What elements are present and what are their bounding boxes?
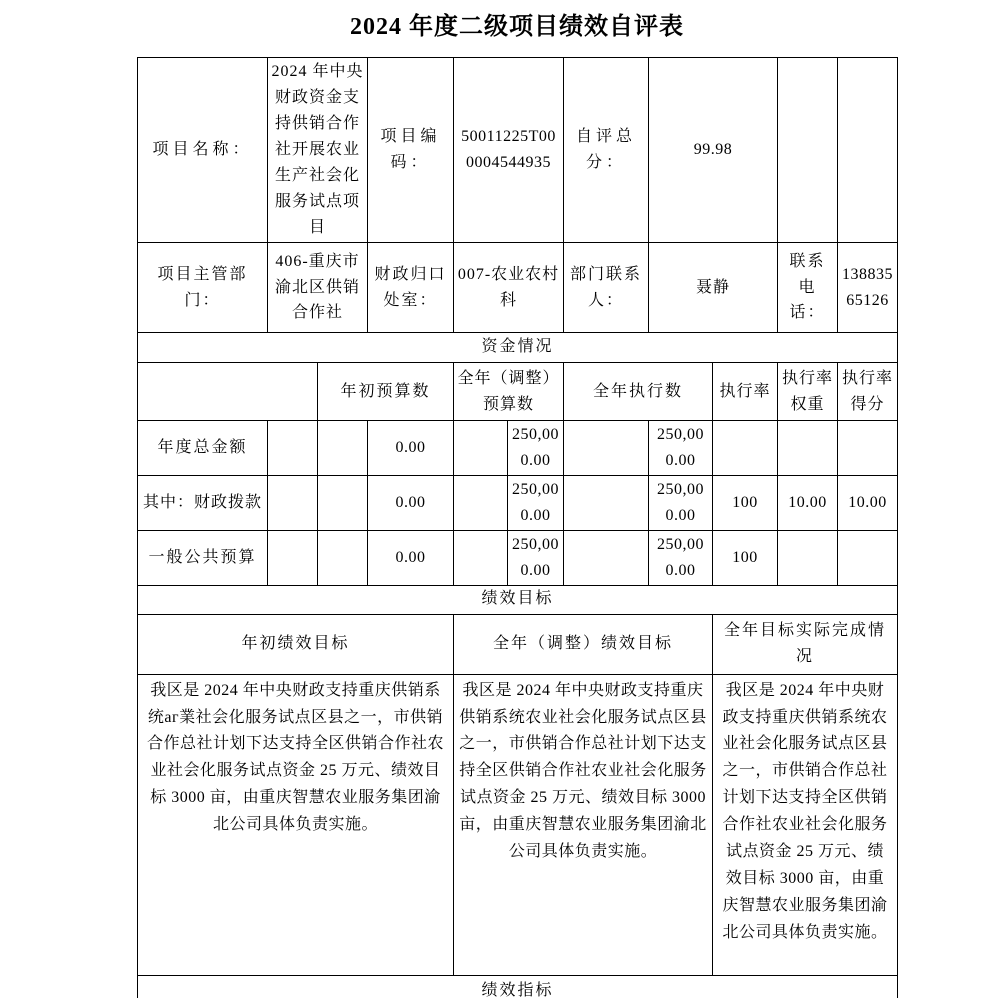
funding-header-adjusted-budget: 全年（调整）预算数 bbox=[454, 363, 564, 421]
rate-score-value: 10.00 bbox=[838, 475, 898, 530]
blank-cell bbox=[454, 475, 508, 530]
blank-cell bbox=[268, 475, 318, 530]
blank-cell bbox=[268, 530, 318, 585]
initial-budget-value: 0.00 bbox=[368, 421, 454, 476]
project-code-value: 50011225T000004544935 bbox=[454, 58, 564, 243]
execution-rate-value bbox=[713, 421, 778, 476]
funding-header-initial-budget: 年初预算数 bbox=[318, 363, 454, 421]
blank-cell bbox=[838, 58, 898, 243]
funding-section-row bbox=[138, 333, 898, 363]
funding-section-title: 资金情况 bbox=[138, 333, 898, 363]
funding-row-public-budget bbox=[138, 530, 898, 585]
funding-header-rate-weight: 执行率权重 bbox=[778, 363, 838, 421]
funding-row-label: 年度总金额 bbox=[138, 421, 268, 476]
project-info-row-1 bbox=[138, 58, 898, 243]
goal-adjusted-text: 我区是 2024 年中央财政支持重庆供销系统农业社会化服务试点区县之一，市供销合作总社计划下达支持全区供销合作社农业社会化服务试点资金 25 万元、绩效目标 3000 亩，由重庆智慧农业服务集团渝北公司具体负责实施。 bbox=[454, 674, 713, 975]
dept-contact-label: 部门联系人： bbox=[564, 243, 649, 333]
funding-row-label: 其中：财政拨款 bbox=[138, 475, 268, 530]
goals-section-row bbox=[138, 585, 898, 614]
finance-office-value: 007-农业农村科 bbox=[454, 243, 564, 333]
page-title: 2024 年度二级项目绩效自评表 bbox=[350, 14, 684, 40]
goals-section-title: 绩效目标 bbox=[138, 585, 898, 614]
funding-header-blank bbox=[138, 363, 318, 421]
rate-weight-value: 10.00 bbox=[778, 475, 838, 530]
blank-cell bbox=[778, 58, 838, 243]
goals-header-initial: 年初绩效目标 bbox=[138, 614, 454, 674]
goals-text-row bbox=[138, 674, 898, 975]
goals-header-adjusted: 全年（调整）绩效目标 bbox=[454, 614, 713, 674]
blank-cell bbox=[454, 421, 508, 476]
adjusted-budget-value: 250,000.00 bbox=[508, 475, 564, 530]
blank-cell bbox=[564, 530, 649, 585]
funding-row-fiscal bbox=[138, 475, 898, 530]
self-score-label: 自评总分： bbox=[564, 58, 649, 243]
goal-actual-text: 我区是 2024 年中央财政支持重庆供销系统农业社会化服务试点区县之一，市供销合作总社计划下达支持全区供销合作社农业社会化服务试点资金 25 万元、绩效目标 3000 亩，由重庆智慧农业服务集团渝北公司具体负责实施。 bbox=[713, 674, 898, 975]
funding-header-executed: 全年执行数 bbox=[564, 363, 713, 421]
funding-header-row bbox=[138, 363, 898, 421]
contact-phone-value: 13883565126 bbox=[838, 243, 898, 333]
goals-header-row bbox=[138, 614, 898, 674]
finance-office-label: 财政归口处室： bbox=[368, 243, 454, 333]
project-name-value: 2024 年中央财政资金支持供销合作社开展农业生产社会化服务试点项目 bbox=[268, 58, 368, 243]
evaluation-table bbox=[137, 57, 898, 998]
rate-score-value bbox=[838, 421, 898, 476]
blank-cell bbox=[564, 475, 649, 530]
funding-header-execution-rate: 执行率 bbox=[713, 363, 778, 421]
blank-cell bbox=[454, 530, 508, 585]
rate-score-value bbox=[838, 530, 898, 585]
blank-cell bbox=[268, 421, 318, 476]
funding-row-label: 一般公共预算 bbox=[138, 530, 268, 585]
executed-value: 250,000.00 bbox=[649, 530, 713, 585]
indicators-section-title: 绩效指标 bbox=[138, 975, 898, 998]
initial-budget-value: 0.00 bbox=[368, 530, 454, 585]
executed-value: 250,000.00 bbox=[649, 475, 713, 530]
rate-weight-value bbox=[778, 530, 838, 585]
self-score-value: 99.98 bbox=[649, 58, 778, 243]
funding-header-rate-score: 执行率得分 bbox=[838, 363, 898, 421]
blank-cell bbox=[318, 421, 368, 476]
funding-row-total bbox=[138, 421, 898, 476]
contact-phone-label: 联系电话： bbox=[778, 243, 838, 333]
adjusted-budget-value: 250,000.00 bbox=[508, 530, 564, 585]
blank-cell bbox=[564, 421, 649, 476]
goal-initial-text: 我区是 2024 年中央财政支持重庆供销系统аг業社会化服务试点区县之一，市供销合作总社计划下达支持全区供销合作社农业社会化服务试点资金 25 万元、绩效目标 3000 亩，由重庆智慧农业服务集团渝北公司具体负责实施。 bbox=[138, 674, 454, 975]
blank-cell bbox=[318, 475, 368, 530]
executed-value: 250,000.00 bbox=[649, 421, 713, 476]
rate-weight-value bbox=[778, 421, 838, 476]
project-name-label: 项目名称： bbox=[138, 58, 268, 243]
dept-contact-value: 聂静 bbox=[649, 243, 778, 333]
supervising-dept-value: 406-重庆市渝北区供销合作社 bbox=[268, 243, 368, 333]
blank-cell bbox=[318, 530, 368, 585]
indicators-section-row bbox=[138, 975, 898, 998]
project-code-label: 项目编码： bbox=[368, 58, 454, 243]
adjusted-budget-value: 250,000.00 bbox=[508, 421, 564, 476]
project-info-row-2 bbox=[138, 243, 898, 333]
execution-rate-value: 100 bbox=[713, 530, 778, 585]
supervising-dept-label: 项目主管部门： bbox=[138, 243, 268, 333]
initial-budget-value: 0.00 bbox=[368, 475, 454, 530]
execution-rate-value: 100 bbox=[713, 475, 778, 530]
goals-header-actual: 全年目标实际完成情况 bbox=[713, 614, 898, 674]
